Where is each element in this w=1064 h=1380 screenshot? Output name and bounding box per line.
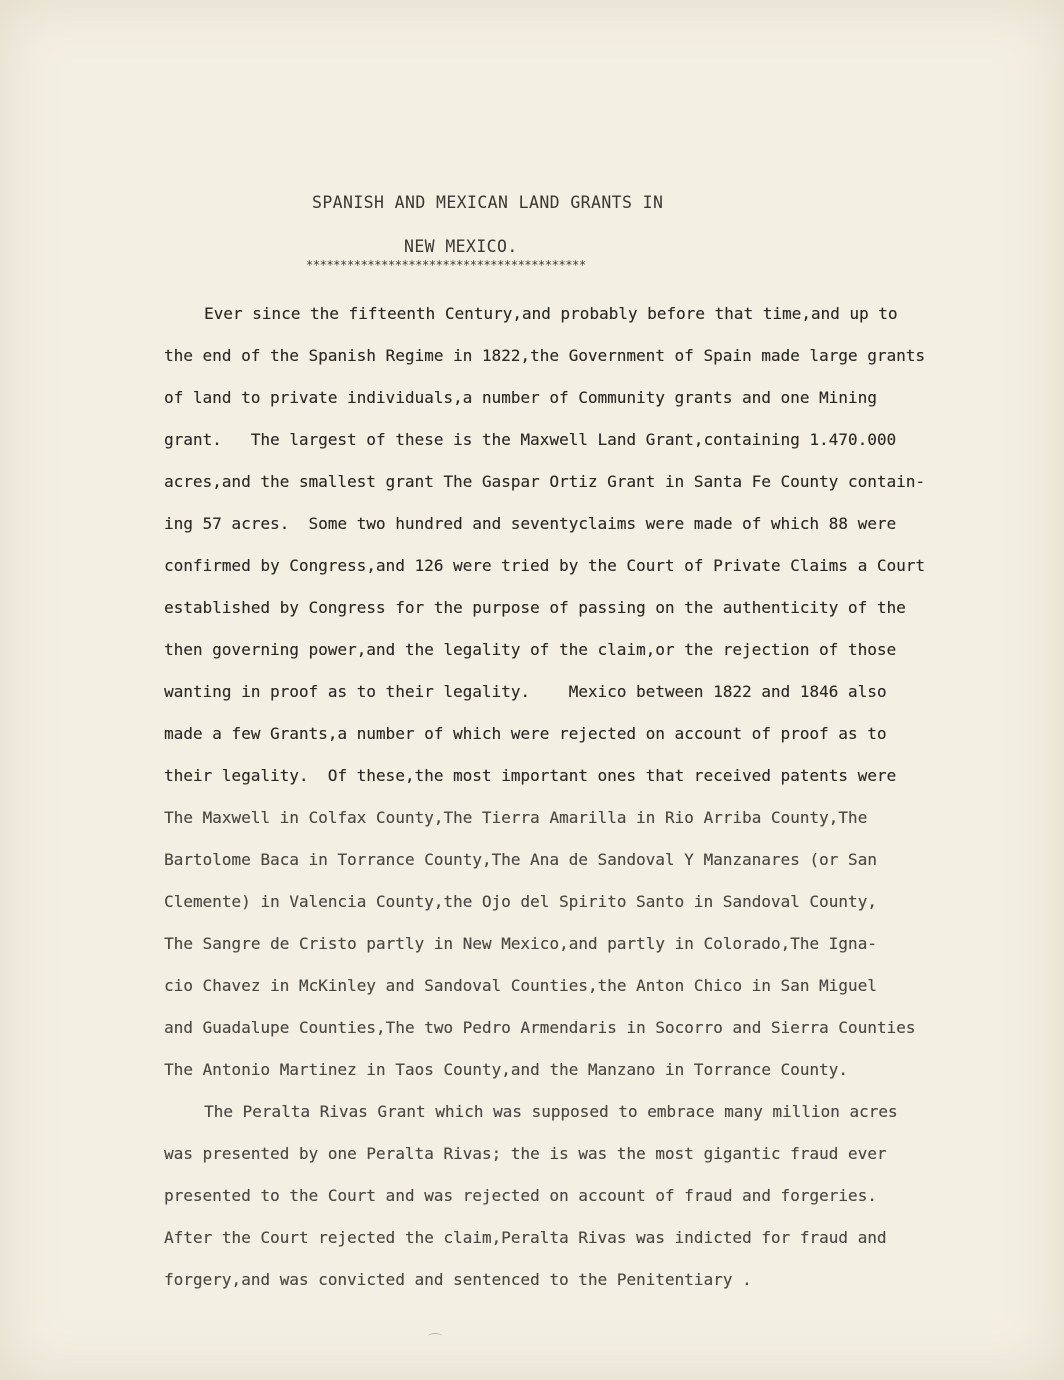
paragraph-1-line: grant. The largest of these is the Maxwell Land Grant,containing 1.470.000 — [164, 430, 897, 449]
paragraph-2-line: was presented by one Peralta Rivas; the is was the most gigantic fraud ever — [164, 1144, 887, 1163]
paragraph-1-line: then governing power,and the legality of the claim,or the rejection of those — [164, 640, 897, 659]
paragraph-1-line: their legality. Of these,the most important ones that received patents were — [164, 766, 897, 785]
paragraph-1-line: The Antonio Martinez in Taos County,and the Manzano in Torrance County. — [164, 1060, 848, 1079]
paragraph-1-line: wanting in proof as to their legality. Mexico between 1822 and 1846 also — [164, 682, 887, 701]
paragraph-1-line: Bartolome Baca in Torrance County,The Ana de Sandoval Y Manzanares (or San — [164, 850, 877, 869]
asterisk-divider: ***************************************** — [306, 258, 586, 272]
paragraph-1-line: ing 57 acres. Some two hundred and seventyclaims were made of which 88 were — [164, 514, 897, 533]
paragraph-2-line: forgery,and was convicted and sentenced to the Penitentiary . — [164, 1270, 752, 1289]
paragraph-1-line: the end of the Spanish Regime in 1822,the Government of Spain made large grants — [164, 346, 925, 365]
paragraph-1-line: and Guadalupe Counties,The two Pedro Armendaris in Socorro and Sierra Counties — [164, 1018, 916, 1037]
paragraph-1-line: of land to private individuals,a number of Community grants and one Mining — [164, 388, 877, 407]
paragraph-1-line: cio Chavez in McKinley and Sandoval Counties,the Anton Chico in San Miguel — [164, 976, 877, 995]
paragraph-1-line: Ever since the fifteenth Century,and probably before that time,and up to — [204, 304, 898, 323]
paragraph-1-line: Clemente) in Valencia County,the Ojo del Spirito Santo in Sandoval County, — [164, 892, 877, 911]
paragraph-1-line: The Sangre de Cristo partly in New Mexico,and partly in Colorado,The Igna- — [164, 934, 877, 953]
paragraph-1-line: made a few Grants,a number of which were rejected on account of proof as to — [164, 724, 887, 743]
paper-mark — [428, 1333, 442, 1340]
paragraph-1-line: The Maxwell in Colfax County,The Tierra Amarilla in Rio Arriba County,The — [164, 808, 868, 827]
paragraph-2-line: After the Court rejected the claim,Peralta Rivas was indicted for fraud and — [164, 1228, 887, 1247]
paragraph-2-line: presented to the Court and was rejected on account of fraud and forgeries. — [164, 1186, 877, 1205]
document-title-line-1: SPANISH AND MEXICAN LAND GRANTS IN — [312, 193, 664, 212]
paragraph-2-line: The Peralta Rivas Grant which was supposed to embrace many million acres — [204, 1102, 898, 1121]
paragraph-1-line: established by Congress for the purpose of passing on the authenticity of the — [164, 598, 906, 617]
document-title-line-2: NEW MEXICO. — [404, 237, 518, 256]
paragraph-1-line: acres,and the smallest grant The Gaspar Ortiz Grant in Santa Fe County contain- — [164, 472, 925, 491]
paragraph-1-line: confirmed by Congress,and 126 were tried by the Court of Private Claims a Court — [164, 556, 925, 575]
